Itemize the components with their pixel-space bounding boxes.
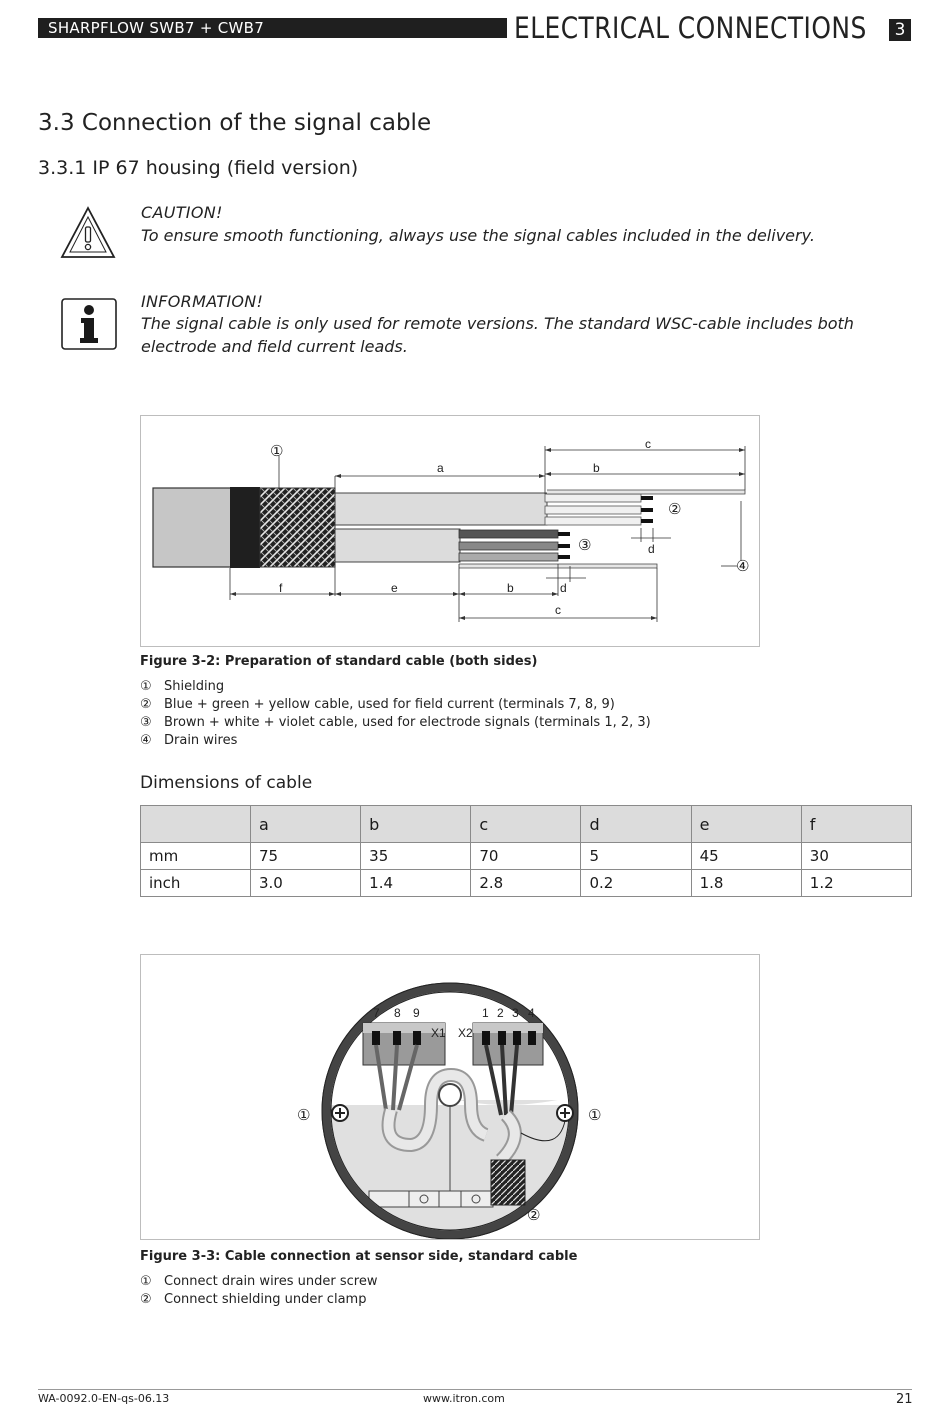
figure1-legend — [140, 678, 651, 750]
caution-icon — [59, 205, 117, 261]
dim-label-b-bottom: b — [507, 581, 514, 595]
marker-screw-left: ① — [297, 1106, 311, 1124]
section-subtitle: 3.3.1 IP 67 housing (field version) — [38, 157, 359, 179]
dim-label-c-top: c — [645, 437, 651, 451]
legend-item: ② Connect shielding under clamp — [140, 1292, 367, 1307]
dim-label-b-top: b — [593, 461, 600, 475]
footer-divider — [38, 1389, 912, 1390]
info-icon — [61, 298, 117, 350]
marker-drain-wires: ④ — [736, 557, 750, 575]
caution-title: CAUTION! — [141, 203, 223, 222]
dim-label-d-top: d — [648, 542, 655, 556]
header-chapter-title: ELECTRICAL CONNECTIONS — [514, 11, 867, 45]
legend-item: ① Connect drain wires under screw — [140, 1274, 378, 1289]
terminal-3: 3 — [512, 1006, 519, 1020]
marker-field-current: ② — [668, 500, 682, 518]
figure2-caption: Figure 3-3: Cable connection at sensor side, standard cable — [140, 1249, 578, 1264]
figure-cable-preparation — [140, 415, 760, 647]
section-title: 3.3 Connection of the signal cable — [38, 110, 432, 136]
footer-doc-id: WA-0092.0-EN-qs-06.13 — [38, 1392, 170, 1405]
dim-label-d-bottom: d — [560, 581, 567, 595]
legend-item: ④ Drain wires — [140, 733, 238, 748]
table-header-row: a b c d e f — [141, 806, 912, 843]
dimensions-title: Dimensions of cable — [140, 773, 313, 793]
dim-label-c-bottom: c — [555, 603, 561, 617]
block-x2-label: X2 — [458, 1026, 473, 1040]
legend-item: ③ Brown + white + violet cable, used for electrode signals (terminals 1, 2, 3) — [140, 715, 651, 730]
dim-label-a-top: a — [437, 461, 444, 475]
terminal-1: 1 — [482, 1006, 489, 1020]
dimensions-table — [140, 805, 912, 897]
dim-label-f: f — [279, 581, 283, 595]
footer-page-number: 21 — [896, 1392, 913, 1406]
dim-label-e: e — [391, 581, 398, 595]
header-chapter-number: 3 — [889, 19, 911, 41]
terminal-2: 2 — [497, 1006, 504, 1020]
terminal-9: 9 — [413, 1006, 420, 1020]
marker-screw-right: ① — [588, 1106, 602, 1124]
figure-sensor-connection — [140, 954, 760, 1240]
info-text: The signal cable is only used for remote versions. The standard WSC-cable includes both electrode and field current leads. — [141, 314, 854, 356]
figure2-legend — [140, 1273, 377, 1309]
terminal-7: 7 — [373, 1006, 380, 1020]
figure1-caption: Figure 3-2: Preparation of standard cable (both sides) — [140, 654, 538, 669]
marker-electrode: ③ — [578, 536, 592, 554]
marker-shielding: ① — [270, 442, 284, 460]
legend-item: ① Shielding — [140, 679, 225, 694]
cable-preparation-diagram — [141, 416, 759, 646]
table-row: mm 75 35 70 5 45 30 — [141, 843, 912, 870]
info-title: INFORMATION! — [141, 292, 264, 311]
caution-text: To ensure smooth functioning, always use the signal cables included in the delivery. — [141, 226, 815, 245]
block-x1-label: X1 — [431, 1026, 446, 1040]
legend-item: ② Blue + green + yellow cable, used for field current (terminals 7, 8, 9) — [140, 697, 615, 712]
terminal-4: 4 — [528, 1006, 535, 1020]
header-product: SHARPFLOW SWB7 + CWB7 — [48, 19, 265, 37]
sensor-connection-diagram — [141, 955, 759, 1239]
table-row: inch 3.0 1.4 2.8 0.2 1.8 1.2 — [141, 870, 912, 897]
terminal-8: 8 — [394, 1006, 401, 1020]
footer-website[interactable]: www.itron.com — [423, 1392, 505, 1405]
marker-clamp: ② — [527, 1206, 541, 1224]
